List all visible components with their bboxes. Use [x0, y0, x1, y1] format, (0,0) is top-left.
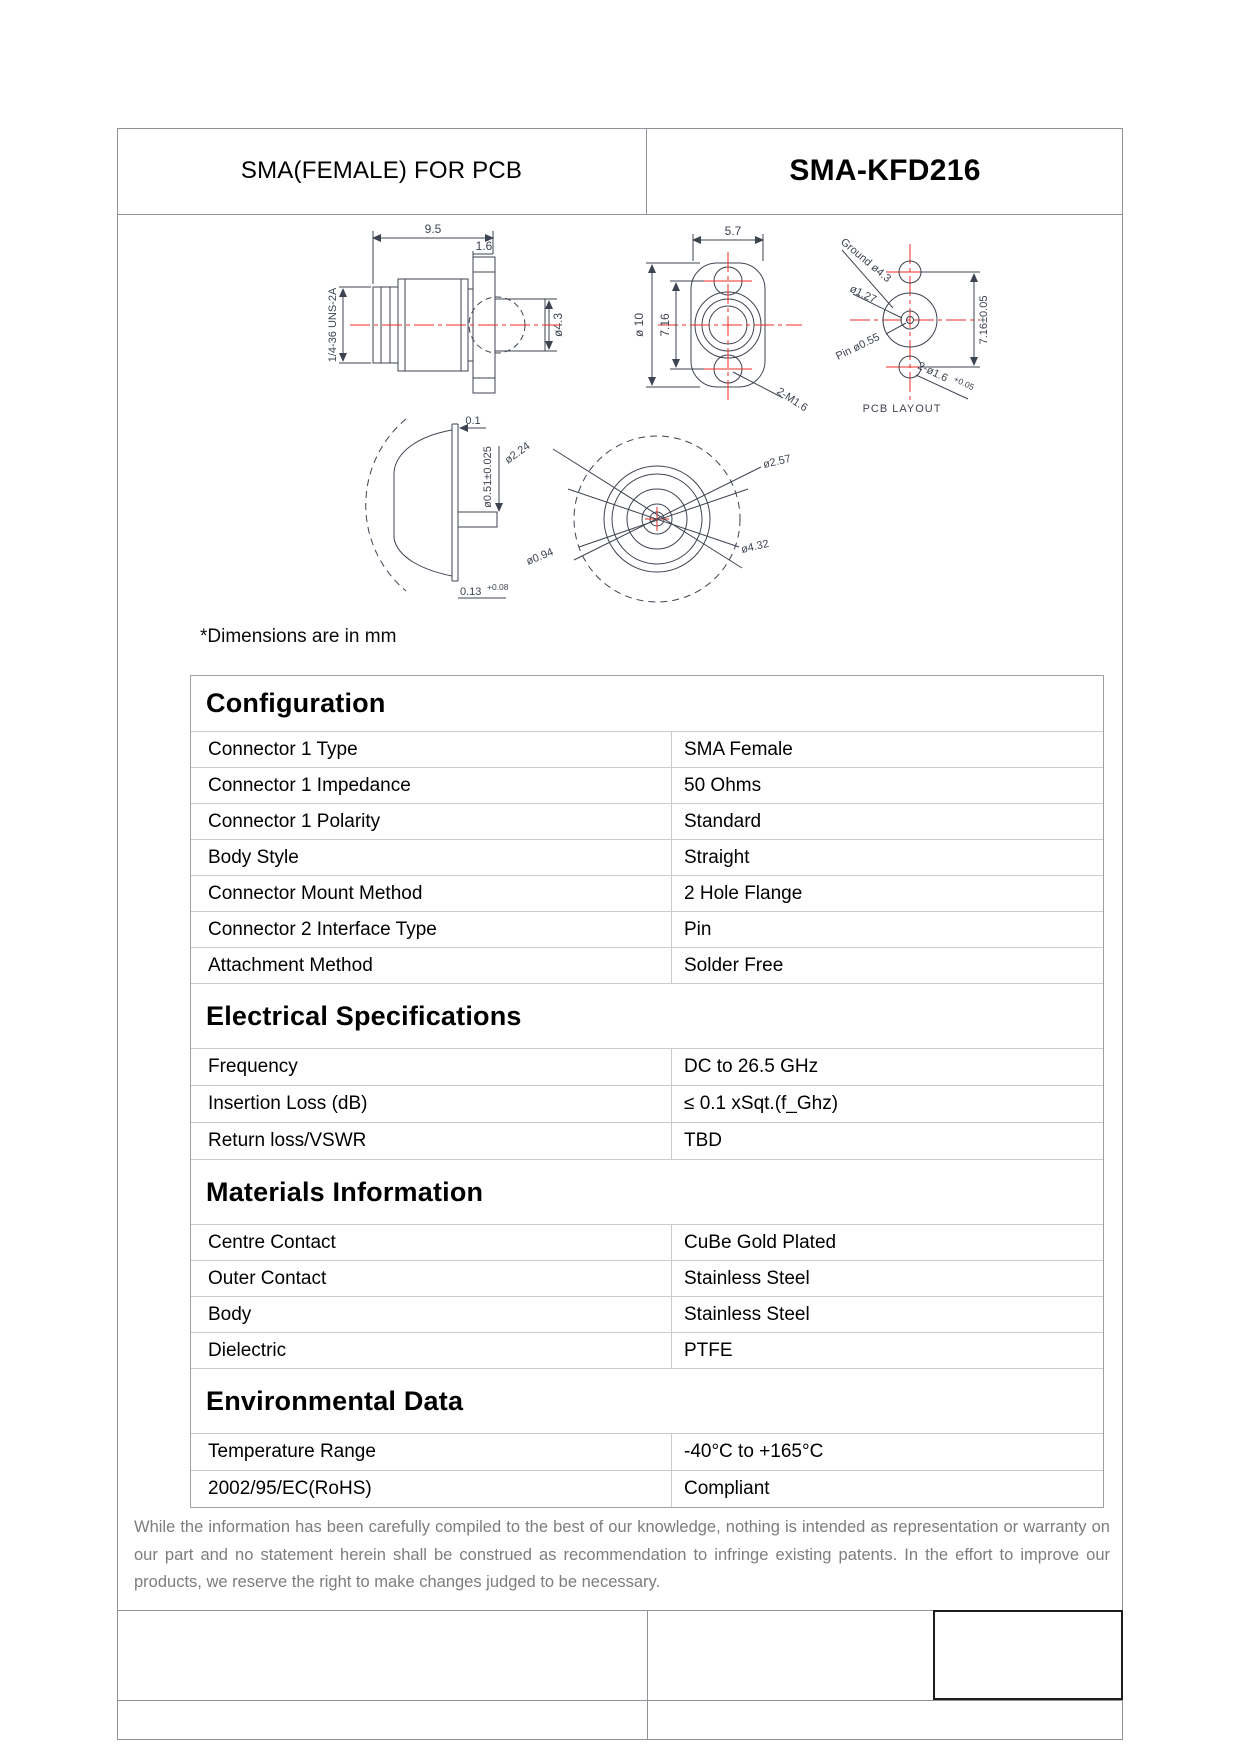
spec-row-label: Connector 1 Type [208, 738, 358, 760]
table-row [191, 1224, 1103, 1260]
spec-row-label: Attachment Method [208, 954, 373, 976]
dim-thread-spec: 1/4-36 UNS-2A [327, 287, 339, 363]
header [117, 128, 1123, 215]
spec-row-value: Compliant [671, 1471, 1103, 1507]
dim-pcb-pitch: 7.16±0.05 [978, 295, 990, 345]
table-row [191, 1085, 1103, 1122]
table-row [191, 1433, 1103, 1470]
dim-side-width: 9.5 [424, 222, 442, 236]
table-row [191, 1296, 1103, 1332]
spec-row-value: Pin [671, 912, 1103, 947]
label-mount-holes-tolerance: +0.05 [952, 373, 976, 393]
pcb-layout-drawing [834, 236, 990, 415]
table-row [191, 875, 1103, 911]
spec-row-value: ≤ 0.1 xSqt.(f_Ghz) [671, 1086, 1103, 1122]
label-pin-hole: Pin ø0.55 [834, 331, 882, 363]
spec-row-label: Insertion Loss (dB) [208, 1093, 368, 1114]
dim-hole-pitch: 7.16 [658, 313, 672, 337]
dim-rear-d3: ø0.94 [524, 546, 556, 568]
dim-pin-diameter: ø0.51±0.025 [482, 446, 494, 508]
technical-drawing [117, 216, 1123, 636]
spec-row-value: -40°C to +165°C [671, 1434, 1103, 1470]
spec-row-label: Dielectric [208, 1339, 287, 1361]
table-row [191, 947, 1103, 983]
table-row [191, 1048, 1103, 1085]
dim-front-height: ø 10 [632, 312, 646, 338]
dim-flange-thickness: 1.6 [475, 239, 493, 253]
footer-stamp-box [933, 1610, 1123, 1700]
spec-table [190, 675, 1104, 1508]
product-type: SMA(FEMALE) FOR PCB [117, 128, 647, 214]
dim-hole-diameter: ø4.3 [551, 312, 565, 338]
table-row [191, 1470, 1103, 1507]
table-row [191, 803, 1103, 839]
spec-row-label: Frequency [208, 1056, 298, 1077]
spec-row-value: DC to 26.5 GHz [671, 1049, 1103, 1085]
table-row [191, 767, 1103, 803]
dim-rear-d1: ø2.24 [502, 440, 533, 467]
front-view-drawing [632, 224, 810, 414]
section-heading-electrical: Electrical Specifications [191, 983, 1103, 1048]
footer-vertical-divider [647, 1610, 648, 1740]
dim-section-bottom: 0.13 [460, 586, 482, 598]
table-row [191, 1332, 1103, 1368]
section-view-drawing [366, 415, 509, 598]
table-row [191, 1122, 1103, 1159]
rear-view-drawing [503, 436, 792, 602]
disclaimer-text: While the information has been carefully compiled to the best of our knowledge, nothing is intended as representation or warranty on our part and no statement herein shall be construed as recommendation to infringe existing patents. In the effort to improve our products, we reserve the right to make changes judged to be necessary. [134, 1518, 1110, 1592]
table-row [191, 839, 1103, 875]
dim-mounting-screws: 2-M1.6 [774, 385, 810, 415]
spec-row-label: Temperature Range [208, 1441, 376, 1462]
pcb-layout-caption: PCB LAYOUT [862, 403, 942, 415]
label-ground-pad: Ground ø4.3 [838, 236, 894, 286]
spec-row-value: PTFE [671, 1333, 1103, 1368]
spec-row-label: Outer Contact [208, 1267, 327, 1289]
spec-row-label: Body [208, 1303, 252, 1325]
label-mount-holes: 2-ø1.6 [915, 359, 950, 385]
spec-row-label: Body Style [208, 846, 299, 868]
spec-row-value: Standard [671, 804, 1103, 839]
dim-front-width: 5.7 [724, 224, 742, 238]
table-row [191, 911, 1103, 947]
section-heading-materials: Materials Information [191, 1159, 1103, 1224]
dimensions-note: *Dimensions are in mm [200, 626, 397, 647]
footer-middle-divider [117, 1700, 1123, 1701]
spec-row-label: Connector 2 Interface Type [208, 918, 437, 940]
spec-row-value: CuBe Gold Plated [671, 1225, 1103, 1260]
dim-rear-d2: ø2.57 [761, 452, 793, 471]
table-row [191, 1260, 1103, 1296]
spec-row-label: Return loss/VSWR [208, 1130, 367, 1151]
spec-row-value: SMA Female [671, 732, 1103, 767]
dim-section-top: 0.1 [465, 415, 481, 427]
spec-row-label: Centre Contact [208, 1231, 336, 1253]
spec-row-label: Connector 1 Impedance [208, 774, 411, 796]
part-number: SMA-KFD216 [789, 154, 981, 187]
spec-row-value: Stainless Steel [671, 1297, 1103, 1332]
dim-section-bottom-tolerance: +0.08 [487, 582, 509, 592]
dim-rear-d4: ø4.32 [739, 537, 771, 556]
spec-row-label: 2002/95/EC(RoHS) [208, 1478, 372, 1499]
spec-row-label: Connector Mount Method [208, 882, 423, 904]
spec-row-value: 50 Ohms [671, 768, 1103, 803]
table-row [191, 731, 1103, 767]
side-view-drawing [327, 222, 565, 393]
section-heading-configuration: Configuration [206, 688, 386, 718]
section-heading-environmental: Environmental Data [191, 1368, 1103, 1433]
spec-row-value: TBD [671, 1123, 1103, 1159]
spec-row-value: Solder Free [671, 948, 1103, 983]
label-dielectric-hole: ø1.27 [847, 282, 879, 307]
spec-row-label: Connector 1 Polarity [208, 810, 381, 832]
spec-row-value: Stainless Steel [671, 1261, 1103, 1296]
spec-row-value: 2 Hole Flange [671, 876, 1103, 911]
spec-row-value: Straight [671, 840, 1103, 875]
